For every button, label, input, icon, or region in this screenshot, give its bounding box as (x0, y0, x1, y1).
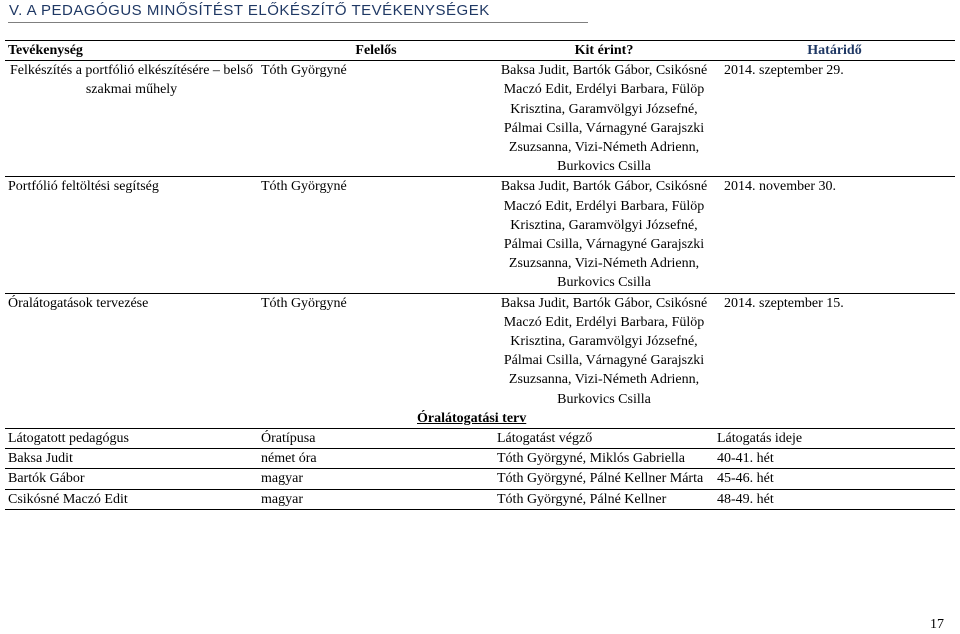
visit-row (5, 469, 955, 489)
cell-responsible: Tóth Györgyné (261, 295, 347, 311)
cell-activity: Portfólió feltöltési segítség (5, 177, 258, 293)
page-number: 17 (930, 617, 944, 632)
visit-visitor: Tóth Györgyné, Pálné Kellner Márta (494, 469, 714, 489)
cell-deadline: 2014. november 30. (714, 177, 955, 293)
visit-plan-title: Óralátogatási terv (5, 409, 955, 429)
visit-teacher: Bartók Gábor (5, 469, 258, 489)
visit-teacher: Baksa Judit (5, 449, 258, 469)
visit-header-teacher: Látogatott pedagógus (5, 429, 258, 449)
visit-type: magyar (258, 489, 494, 509)
cell-responsible: Tóth Györgyné (258, 61, 494, 177)
visit-header-time: Látogatás ideje (714, 429, 955, 449)
visit-header-type: Óratípusa (258, 429, 494, 449)
visit-teacher: Csikósné Maczó Edit (5, 489, 258, 509)
visit-row (5, 489, 955, 509)
visit-time: 40-41. hét (714, 449, 955, 469)
visit-plan-title-row (5, 409, 955, 429)
visit-time: 45-46. hét (714, 469, 955, 489)
table-row (5, 293, 955, 409)
table-row (5, 177, 955, 293)
cell-activity: Óralátogatások tervezése (8, 295, 149, 311)
cell-deadline: 2014. szeptember 29. (714, 61, 955, 177)
cell-deadline: 2014. szeptember 15. (724, 295, 844, 311)
header-activity: Tevékenység (5, 41, 258, 61)
table-row (5, 61, 955, 177)
cell-affected: Baksa Judit, Bartók Gábor, Csikósné Maczó Edit, Erdélyi Barbara, Fülöp Krisztina, Garamvölgyi Józsefné, Pálmai Csilla, Várnagyné Garajszki Zsuzsanna, Vizi-Németh Adrienn, Burkovics Csilla (494, 61, 714, 177)
visit-type: magyar (258, 469, 494, 489)
cell-responsible: Tóth Györgyné (258, 177, 494, 293)
visit-visitor: Tóth Györgyné, Pálné Kellner (494, 489, 714, 509)
cell-activity: Felkészítés a portfólió elkészítésére – belső szakmai műhely (5, 61, 258, 177)
header-responsible: Felelős (258, 41, 494, 61)
cell-affected: Baksa Judit, Bartók Gábor, Csikósné Maczó Edit, Erdélyi Barbara, Fülöp Krisztina, Garamvölgyi Józsefné, Pálmai Csilla, Várnagyné Garajszki Zsuzsanna, Vizi-Németh Adrienn, Burkovics Csilla (494, 177, 714, 293)
activities-table (5, 40, 955, 510)
cell-affected: Baksa Judit, Bartók Gábor, Csikósné Maczó Edit, Erdélyi Barbara, Fülöp Krisztina, Garamvölgyi Józsefné, Pálmai Csilla, Várnagyné Garajszki Zsuzsanna, Vizi-Németh Adrienn, Burkovics Csilla (500, 295, 708, 407)
visit-visitor: Tóth Györgyné, Miklós Gabriella (494, 449, 714, 469)
table-header-row (5, 41, 955, 61)
header-affected: Kit érint? (494, 41, 714, 61)
header-deadline: Határidő (714, 41, 955, 61)
visit-row (5, 449, 955, 469)
heading-underline (8, 22, 588, 23)
visit-header-row (5, 429, 955, 449)
visit-type: német óra (258, 449, 494, 469)
visit-header-visitor: Látogatást végző (494, 429, 714, 449)
visit-time: 48-49. hét (714, 489, 955, 509)
section-heading: V. A PEDAGÓGUS MINŐSÍTÉST ELŐKÉSZÍTŐ TEVÉKENYSÉGEK (9, 2, 490, 19)
